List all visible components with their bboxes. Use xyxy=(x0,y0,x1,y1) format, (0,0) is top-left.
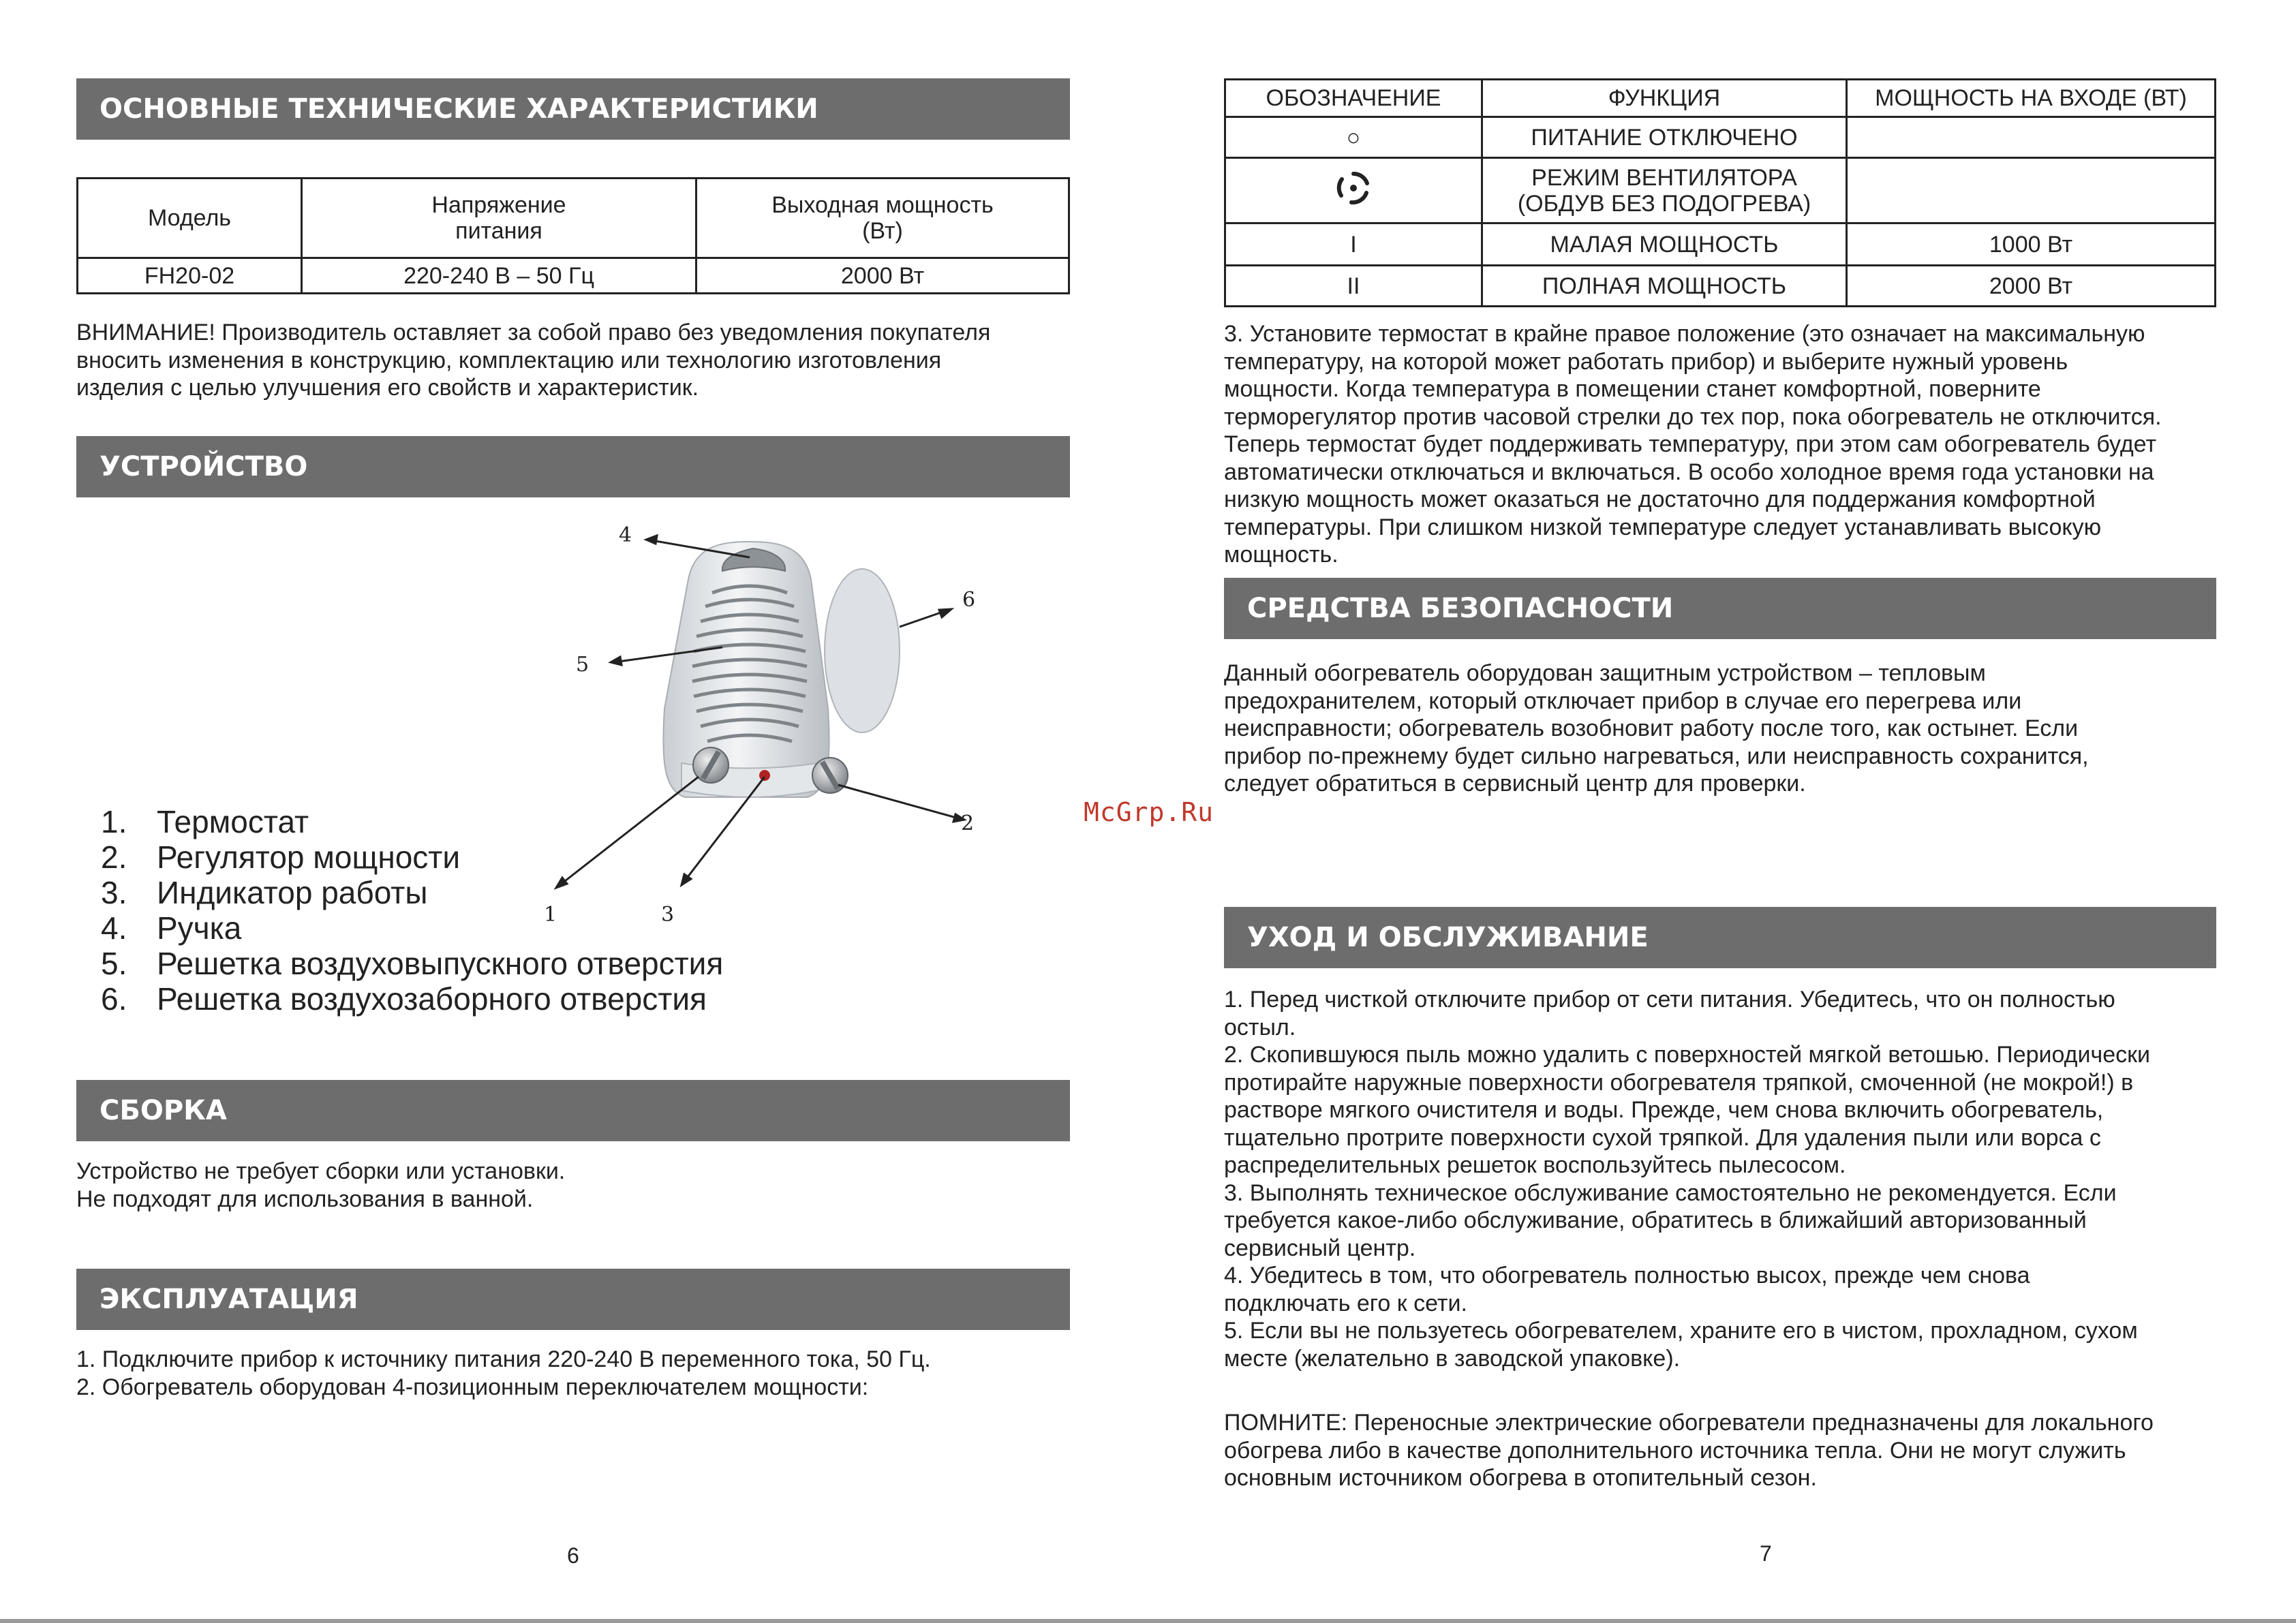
specs-table xyxy=(76,177,1070,294)
indicator-light xyxy=(759,770,770,781)
thermostat-instructions: 3. Установите термостат в крайне правое положение (это означает на максимальную температуру, на которой может работать прибор) и выберите нужный уровень мощности. Когда температура в помещении станет комфортной, поверните терморегулятор против часовой стрелки до тех пор, пока обогреватель не отключится. Теперь термостат будет поддерживать температуру, при этом сам обогреватель будет автоматически отключаться и включаться. В особо холодное время года установки на низкую мощность может оказаться не достаточно для поддержания комфортной температуры. При слишком низкой температуре следует устанавливать высокую мощность. xyxy=(1224,321,2162,568)
watermark: McGrp.Ru xyxy=(1084,797,1214,827)
manufacturer-notice: ВНИМАНИЕ! Производитель оставляет за собой право без уведомления покупателя вносить изменения в конструкцию, комплектацию или технологию изготовления изделия с целью улучшения его свойств и характеристик. xyxy=(76,320,991,401)
device-section-header: УСТРОЙСТВО xyxy=(76,436,1070,497)
table-row xyxy=(1225,223,2216,266)
low-power-symbol: I xyxy=(1225,223,1482,266)
callout-label-4: 4 xyxy=(619,523,632,547)
specs-section-header: ОСНОВНЫЕ ТЕХНИЧЕСКИЕ ХАРАКТЕРИСТИКИ xyxy=(76,78,1070,140)
off-symbol: ○ xyxy=(1225,117,1482,158)
specs-col-model: Модель xyxy=(78,179,302,258)
callout-label-3: 3 xyxy=(661,903,675,927)
operation-text: 1. Подключите прибор к источнику питания 220-240 В переменного тока, 50 Гц. 2. Обогреватель оборудован 4-позиционным переключателем мощности: xyxy=(76,1346,931,1400)
mode-power xyxy=(1847,117,2216,158)
safety-section-header: СРЕДСТВА БЕЗОПАСНОСТИ xyxy=(1224,578,2216,639)
feature-list xyxy=(101,804,723,1017)
assembly-section-header: СБОРКА xyxy=(76,1080,1070,1141)
specs-col-power: Выходная мощность (Вт) xyxy=(697,179,1069,258)
mode-function: ПИТАНИЕ ОТКЛЮЧЕНО xyxy=(1482,117,1847,158)
full-power-symbol: II xyxy=(1225,266,1482,307)
specs-cell-model: FH20-02 xyxy=(78,258,302,294)
specs-cell-voltage: 220-240 В – 50 Гц xyxy=(302,258,697,294)
fan-icon xyxy=(1225,158,1482,223)
page-number-left: 6 xyxy=(567,1543,579,1568)
modes-table xyxy=(1224,78,2216,307)
list-item: 2. Регулятор мощности xyxy=(101,839,461,875)
table-row xyxy=(1225,158,2216,223)
rear-intake-housing xyxy=(825,569,900,732)
table-row xyxy=(1225,266,2216,307)
mode-function: ПОЛНАЯ МОЩНОСТЬ xyxy=(1482,266,1847,307)
modes-col-function: ФУНКЦИЯ xyxy=(1482,80,1847,117)
modes-col-power: МОЩНОСТЬ НА ВХОДЕ (ВТ) xyxy=(1847,80,2216,117)
mode-power xyxy=(1847,158,2216,223)
specs-col-voltage: Напряжение питания xyxy=(302,179,697,258)
callout-label-2: 2 xyxy=(961,812,975,835)
list-item: 5. Решетка воздуховыпускного отверстия xyxy=(101,946,724,981)
modes-col-symbol: ОБОЗНАЧЕНИЕ xyxy=(1225,80,1482,117)
specs-cell-power: 2000 Вт xyxy=(697,258,1069,294)
care-section-header: УХОД И ОБСЛУЖИВАНИЕ xyxy=(1224,907,2216,968)
list-item: 4. Ручка xyxy=(101,910,242,946)
callout-label-1: 1 xyxy=(544,903,557,927)
callout-label-5: 5 xyxy=(576,653,590,677)
remember-note: ПОМНИТЕ: Переносные электрические обогреватели предназначены для локального обогрева либо в качестве дополнительного источника тепла. Они не могут служить основным источником обогрева в отопительный сезон. xyxy=(1224,1410,2154,1491)
list-item: 6. Решетка воздухозаборного отверстия xyxy=(101,981,707,1017)
list-item: 3. Индикатор работы xyxy=(101,875,428,910)
page-number-right: 7 xyxy=(1760,1541,1772,1566)
table-row xyxy=(1225,117,2216,158)
care-text: 1. Перед чисткой отключите прибор от сети питания. Убедитесь, что он полностью остыл. 2. Скопившуюся пыль можно удалить с поверхностей мягкой ветошью. Периодически протирайте наружные поверхности обогревателя тряпкой, смоченной (не мокрой!) в растворе мягкого очистителя и воды. Прежде, чем снова включить обогреватель, тщательно протрите поверхности сухой тряпкой. Для удаления пыли или ворса с распределительных решеток воспользуйтесь пылесосом. 3. Выполнять техническое обслуживание самостоятельно не рекомендуется. Если требуется какое-либо обслуживание, обратитесь в ближайший авторизованный сервисный центр. 4. Убедитесь в том, что обогреватель полностью высох, прежде чем снова подключать его к сети. 5. Если вы не пользуетесь обогревателем, храните его в чистом, прохладном, сухом месте (желательно в заводской упаковке). xyxy=(1224,987,2151,1372)
list-item: 1. Термостат xyxy=(101,804,309,839)
mode-power: 1000 Вт xyxy=(1847,223,2216,266)
heater-body xyxy=(663,542,829,797)
mode-function: МАЛАЯ МОЩНОСТЬ xyxy=(1482,223,1847,266)
callout-label-6: 6 xyxy=(962,588,976,612)
assembly-text: Устройство не требует сборки или установки. Не подходят для использования в ванной. xyxy=(76,1158,566,1212)
bottom-divider xyxy=(0,1619,2296,1623)
mode-function: РЕЖИМ ВЕНТИЛЯТОРА (ОБДУВ БЕЗ ПОДОГРЕВА) xyxy=(1482,158,1847,223)
operation-section-header: ЭКСПЛУАТАЦИЯ xyxy=(76,1269,1070,1330)
safety-text: Данный обогреватель оборудован защитным устройством – тепловым предохранителем, который отключает прибор в случае его перегрева или неисправности; обогреватель возобновит работу после того, как остынет. Если прибор по-прежнему будет сильно нагреваться, или неисправность сохранится, следует обратиться в сервисный центр для проверки. xyxy=(1224,660,2089,797)
mode-power: 2000 Вт xyxy=(1847,266,2216,307)
